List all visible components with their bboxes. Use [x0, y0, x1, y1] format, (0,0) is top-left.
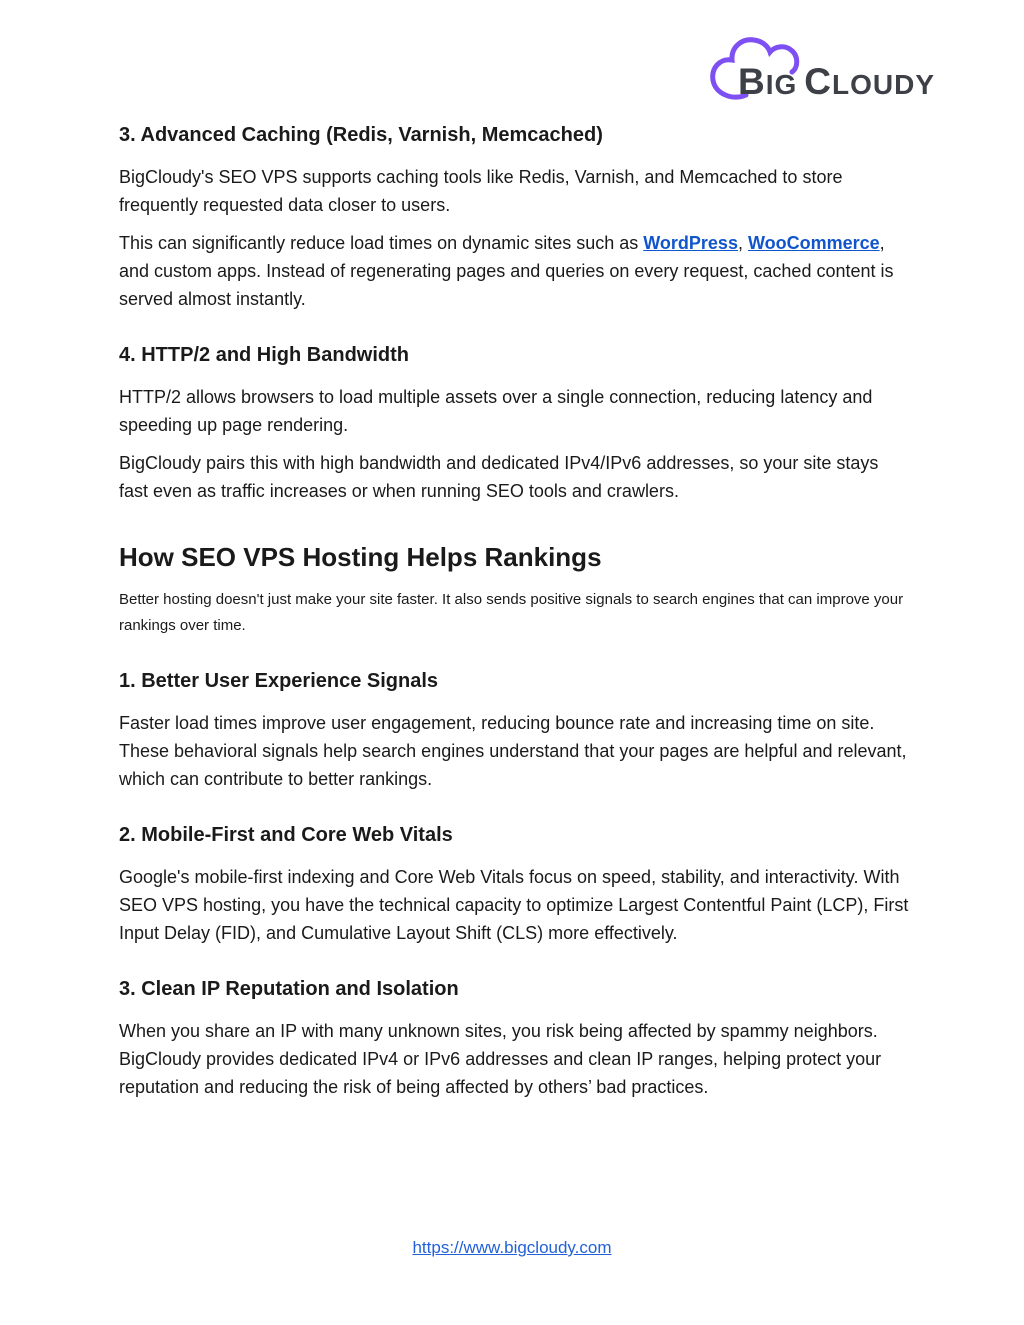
logo-letters-ig: IG — [765, 69, 798, 100]
woocommerce-link[interactable]: WooCommerce — [747, 233, 880, 253]
document-content — [119, 0, 911, 1101]
footer — [0, 1238, 1024, 1258]
paragraph-http2-1: HTTP/2 allows browsers to load multiple assets over a single connection, reducing latency and speeding up page rendering. — [119, 387, 873, 435]
text-run-after-links: , and custom apps. Instead of regenerating pages and queries on every request, cached content is served almost instantly. — [119, 233, 894, 309]
heading-how-seo-vps-helps-rankings: How SEO VPS Hosting Helps Rankings — [119, 542, 602, 572]
logo-letters-loudy: LOUDY — [832, 69, 936, 100]
paragraph-mobile-first: Google's mobile-first indexing and Core Web Vitals focus on speed, stability, and interactivity. With SEO VPS hosting, you have the technical capacity to optimize Largest Contentful Paint (LCP), First Input Delay (FID), and Cumulative Layout Shift (CLS) more effectively. — [119, 867, 909, 943]
heading-clean-ip-reputation: 3. Clean IP Reputation and Isolation — [119, 978, 459, 1000]
heading-mobile-first-core-web-vitals: 2. Mobile-First and Core Web Vitals — [119, 824, 453, 846]
paragraph-caching-1: BigCloudy's SEO VPS supports caching tools like Redis, Varnish, and Memcached to store frequently requested data closer to users. — [119, 167, 843, 215]
heading-http2-bandwidth: 4. HTTP/2 and High Bandwidth — [119, 344, 409, 366]
logo-letter-b: B — [738, 61, 766, 102]
paragraph-http2-2: BigCloudy pairs this with high bandwidth and dedicated IPv4/IPv6 addresses, so your site stays fast even as traffic increases or when running SEO tools and crawlers. — [119, 453, 879, 501]
text-run-before-links: This can significantly reduce load times on dynamic sites such as — [119, 233, 644, 253]
paragraph-rankings-intro: Better hosting doesn't just make your site faster. It also sends positive signals to search engines that can improve your rankings over time. — [119, 591, 904, 634]
paragraph-caching-2 — [119, 229, 911, 313]
logo-letter-c: C — [804, 61, 833, 102]
heading-user-experience-signals: 1. Better User Experience Signals — [119, 670, 439, 692]
paragraph-clean-ip: When you share an IP with many unknown sites, you risk being affected by spammy neighbors. BigCloudy provides dedicated IPv4 or IPv6 addresses and clean IP ranges, helping protect your reputation and reducing the risk of being affected by others’ bad practices. — [119, 1021, 882, 1097]
paragraph-user-experience: Faster load times improve user engagement, reducing bounce rate and increasing time on site. These behavioral signals help search engines understand that your pages are helpful and relevant, which can contribute to better rankings. — [119, 713, 907, 789]
text-run-link-separator: , — [737, 233, 748, 253]
heading-advanced-caching: 3. Advanced Caching (Redis, Varnish, Memcached) — [119, 124, 603, 146]
footer-link[interactable]: https://www.bigcloudy.com — [412, 1238, 612, 1257]
wordpress-link[interactable]: WordPress — [643, 233, 738, 253]
